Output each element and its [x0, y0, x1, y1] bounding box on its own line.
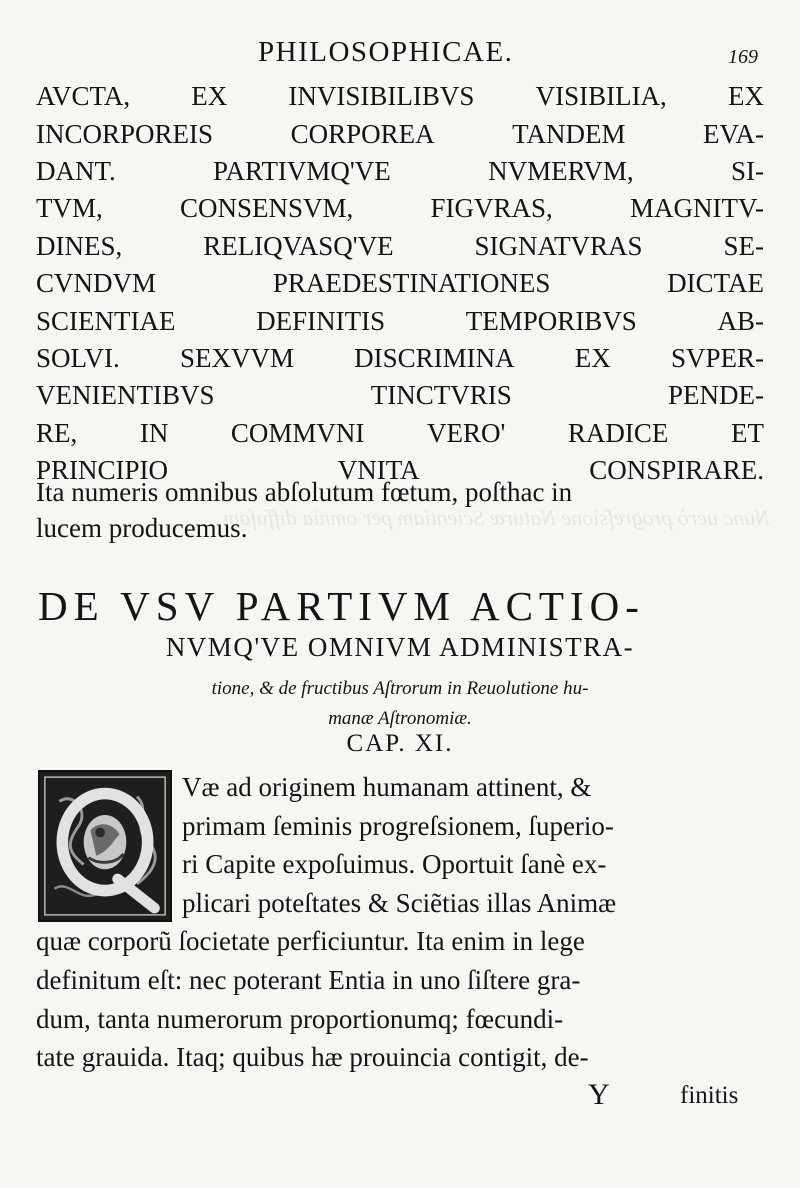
catchword: finitis	[680, 1082, 739, 1109]
word: CVNDVM	[36, 268, 157, 299]
word: SI-	[730, 155, 764, 186]
word: EX	[191, 81, 228, 112]
running-title: PHILOSOPHICAE.	[258, 36, 514, 68]
word: TANDEM	[512, 118, 626, 149]
text-line: quæ corporũ ſocietate perficiuntur. Ita enim in lege	[36, 926, 585, 957]
text-line	[36, 115, 764, 152]
word: AB-	[717, 305, 764, 336]
word: MAGNITV-	[629, 193, 764, 224]
text-line: Væ ad originem humanam attinent, &	[182, 772, 592, 802]
word: INCORPOREIS	[36, 118, 214, 149]
word: DINES,	[36, 230, 123, 261]
word: VNITA	[337, 455, 420, 486]
word: AVCTA,	[36, 81, 131, 112]
page-number: 169	[728, 46, 758, 68]
subtitle-line: tione, & de fructibus Aſtrorum in Reuolutione hu-	[211, 678, 589, 699]
word: RE,	[36, 417, 78, 448]
word: DANT.	[36, 155, 116, 186]
word: CORPOREA	[290, 118, 435, 149]
word: EX	[574, 342, 611, 373]
chapter-title-line-2: NVMQ'VE OMNIVM ADMINISTRA-	[165, 632, 635, 662]
word: RELIQVASQ'VE	[203, 230, 394, 261]
word: SVPER-	[670, 342, 764, 373]
text-line	[36, 340, 764, 377]
word: ET	[730, 417, 764, 448]
page-footer	[0, 1076, 800, 1116]
text-line	[36, 78, 764, 115]
word: RADICE	[567, 417, 669, 448]
chapter-number: CAP. XI.	[346, 730, 454, 757]
text-line: primam ſeminis progreſsionem, ſuperio-	[182, 810, 614, 841]
word: PENDE-	[667, 380, 764, 411]
text-line	[36, 377, 764, 414]
word: DISCRIMINA	[354, 342, 515, 373]
word: PRINCIPIO	[36, 455, 169, 486]
text-line: lucem producemus.	[36, 513, 248, 543]
text-line	[36, 190, 764, 227]
signature-mark: Y	[588, 1078, 610, 1111]
show-through-text: Nunc uerò progreſsione Naturæ Scientiam per omnia diffuſam	[223, 505, 770, 530]
word: INVISIBILIBVS	[288, 81, 475, 112]
text-line	[36, 228, 764, 265]
decorated-initial-q-icon	[38, 770, 172, 922]
word: CONSENSVM,	[179, 193, 354, 224]
word: SE-	[723, 230, 764, 261]
word: TEMPORIBVS	[465, 305, 637, 336]
text-line: tate grauida. Itaq; quibus hæ prouincia contigit, de-	[36, 1042, 589, 1073]
word: EX	[727, 81, 764, 112]
word: SCIENTIAE	[36, 305, 176, 336]
text-line	[36, 153, 764, 190]
text-line	[36, 302, 764, 339]
word: PARTIVMQ'VE	[213, 155, 391, 186]
word: TVM,	[36, 193, 103, 224]
text-line: Ita numeris omnibus abſolutum fœtum, poſthac in	[36, 477, 573, 507]
word: FIGVRAS,	[430, 193, 553, 224]
capital-text-block	[36, 78, 764, 489]
word: CONSPIRARE.	[589, 455, 764, 486]
woodcut-initial-icon	[40, 772, 170, 920]
word: EVA-	[702, 118, 764, 149]
word: DICTAE	[667, 268, 764, 299]
text-line	[36, 265, 764, 302]
text-line: ri Capite expoſuimus. Oportuit ſanè ex-	[182, 849, 607, 880]
word: PRAEDESTINATIONES	[272, 268, 551, 299]
word: DEFINITIS	[256, 305, 386, 336]
word: NVMERVM,	[488, 155, 634, 186]
word: VENIENTIBVS	[36, 380, 215, 411]
word: VISIBILIA,	[535, 81, 667, 112]
chapter-title-line-1: DE VSV PARTIVM ACTIO-	[38, 583, 645, 629]
text-line: dum, tanta numerorum proportionumq; fœcundi-	[36, 1003, 564, 1034]
word: SIGNATVRAS	[474, 230, 643, 261]
page-header	[0, 30, 800, 80]
word: IN	[139, 417, 169, 448]
text-line: plicari poteſtates & Sciẽtias illas Animæ	[182, 887, 617, 918]
word: VERO'	[426, 417, 506, 448]
text-line	[36, 415, 764, 452]
word: TINCTVRIS	[370, 380, 512, 411]
text-line: definitum eſt: nec poterant Entia in uno ſiſtere gra-	[36, 964, 581, 995]
word: COMMVNI	[230, 417, 365, 448]
word: SOLVI.	[36, 342, 120, 373]
subtitle-line: manæ Aſtronomiæ.	[328, 708, 472, 729]
roman-text-block	[36, 474, 764, 546]
chapter-subtitle	[120, 674, 680, 734]
word: SEXVVM	[179, 342, 294, 373]
